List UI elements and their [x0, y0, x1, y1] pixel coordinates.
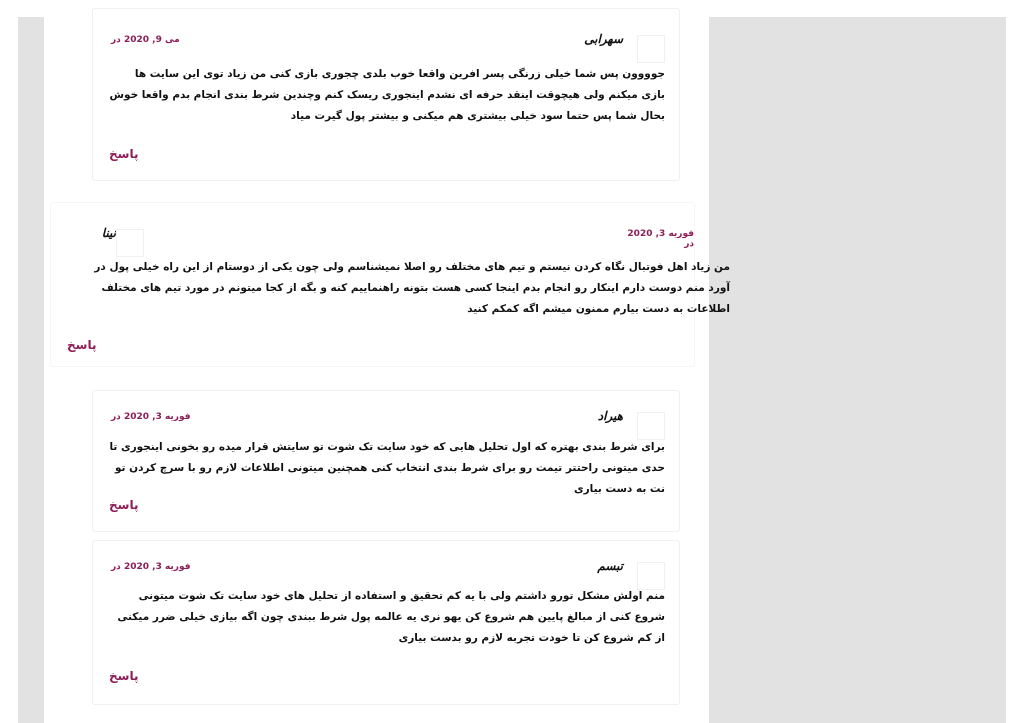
comment-author: سهرابی — [584, 32, 623, 46]
comment-date[interactable]: فوریه 3, 2020 در — [627, 229, 694, 249]
reply-button[interactable]: پاسخ — [109, 498, 139, 512]
comment-date[interactable]: می 9, 2020 در — [111, 35, 180, 45]
comments-area — [44, 0, 730, 723]
avatar — [637, 412, 665, 440]
comment-card — [92, 390, 680, 532]
comment-card — [92, 540, 680, 705]
avatar — [116, 229, 144, 257]
reply-button[interactable]: پاسخ — [67, 338, 97, 352]
comment-date[interactable]: فوریه 3, 2020 در — [111, 562, 191, 572]
comment-card — [50, 202, 730, 367]
comment-author: تبسم — [597, 559, 623, 573]
left-gutter — [18, 17, 44, 723]
comment-text: جوووون پس شما خیلی زرنگی پسر افرین واقعا خوب بلدی چجوری بازی کنی من زیاد توی این سایت ها بازی میکنم ولی هیچوقت اینقد حرفه ای نشدم اینجوری ریسک کنم وچندین شرط بندی انجام بدم واقعا خوش بحال شما پس حتما سود خیلی بیشتری هم میکنی و بیشتر پول گیرت میاد — [109, 68, 665, 122]
avatar — [637, 35, 665, 63]
comment-date[interactable]: فوریه 3, 2020 در — [111, 412, 191, 422]
right-sidebar — [709, 17, 1006, 723]
comment-author: هیراد — [597, 409, 623, 423]
comment-card — [92, 8, 680, 181]
comment-text: من زیاد اهل فوتبال نگاه کردن نیستم و تیم های مختلف رو اصلا نمیشناسم ولی چون یکی از دوستام از این راه خیلی پول در آورد منم دوست دارم اینکار رو انجام بدم اینجا کسی هست بتونه راهنماییم کنه و بگه از کجا میتونم در مورد تیم های مختلف اطلاعات به دست بیارم ممنون میشم اگه کمکم کنید — [94, 261, 730, 315]
comment-author: نینا — [101, 226, 116, 240]
comment-text: برای شرط بندی بهتره که اول تحلیل هایی که خود سایت تک شوت تو سایتش قرار میده رو بخونی اینجوری تا حدی میتونی راحتتر تیمت رو برای شرط بندی انتخاب کنی همچنین میتونی اطلاعات لازم رو با سرچ کردن تو نت به دست بیاری — [109, 441, 665, 495]
reply-button[interactable]: پاسخ — [109, 147, 139, 161]
reply-button[interactable]: پاسخ — [109, 669, 139, 683]
comment-text: منم اولش مشکل تورو داشتم ولی با یه کم تحقیق و استفاده از تحلیل های خود سایت تک شوت میتونی شروع کنی از مبالغ پایین هم شروع کن یهو نری یه عالمه پول شرط ببندی چون اگه بیازی خیلی ضرر میکنی از کم شروع کن تا خودت تجربه لازم رو بدست بیاری — [117, 590, 665, 644]
